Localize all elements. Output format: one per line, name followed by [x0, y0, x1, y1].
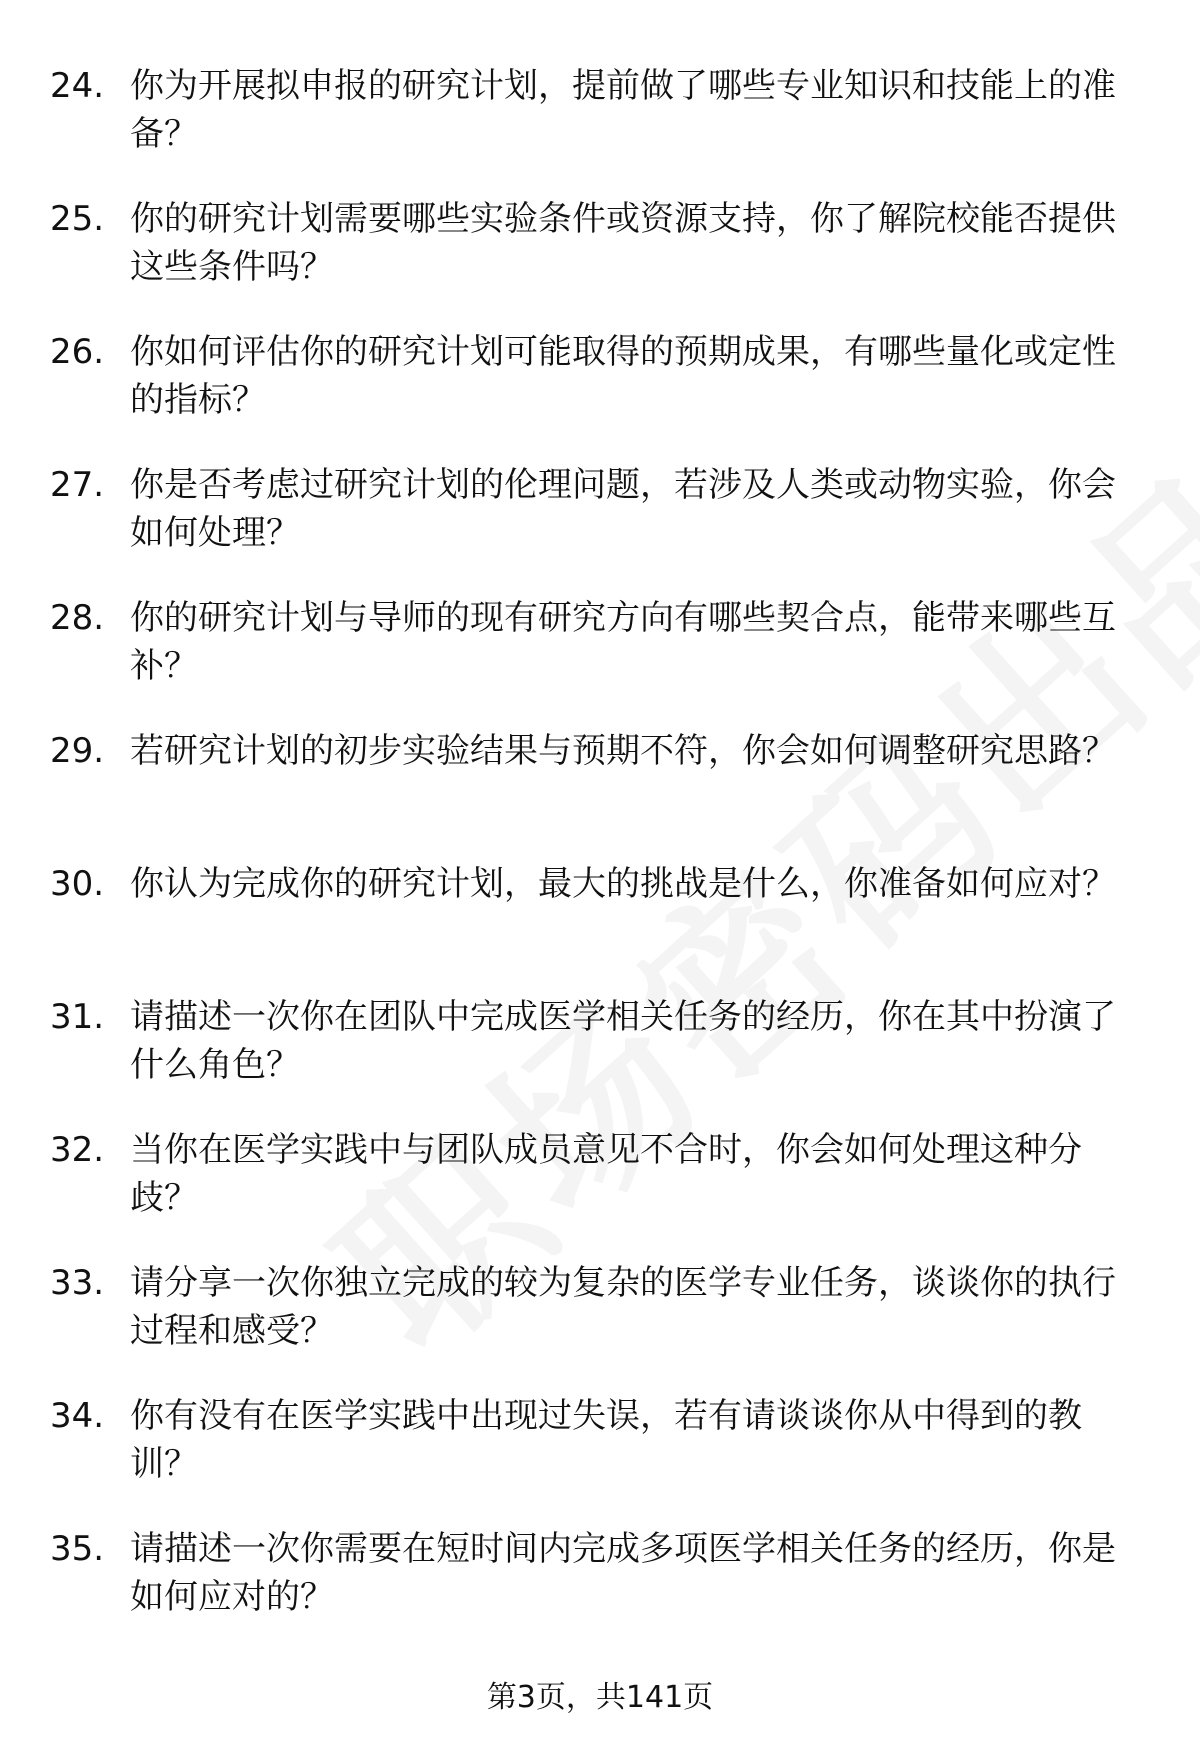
- question-text: 你有没有在医学实践中出现过失误，若有请谈谈你从中得到的教训？: [130, 1396, 1082, 1484]
- question-text: 当你在医学实践中与团队成员意见不合时，你会如何处理这种分歧？: [130, 1130, 1082, 1218]
- question-number: 24.: [50, 66, 105, 106]
- question-text: 请描述一次你在团队中完成医学相关任务的经历，你在其中扮演了什么角色？: [130, 997, 1116, 1085]
- question-number: 34.: [50, 1396, 105, 1436]
- question-item: [50, 1126, 1130, 1259]
- question-item: [50, 1525, 1130, 1658]
- question-item: [50, 328, 1130, 461]
- question-text: 你的研究计划需要哪些实验条件或资源支持，你了解院校能否提供这些条件吗？: [130, 199, 1116, 287]
- question-item: [50, 195, 1130, 328]
- question-number: 33.: [50, 1263, 105, 1303]
- question-number: 32.: [50, 1130, 105, 1170]
- question-number: 28.: [50, 598, 105, 638]
- question-text: 请描述一次你需要在短时间内完成多项医学相关任务的经历，你是如何应对的？: [130, 1529, 1116, 1617]
- question-number: 29.: [50, 731, 105, 771]
- question-item: [50, 993, 1130, 1126]
- question-item: [50, 727, 1130, 860]
- question-text: 你认为完成你的研究计划，最大的挑战是什么，你准备如何应对？: [130, 864, 1116, 904]
- question-text: 若研究计划的初步实验结果与预期不符，你会如何调整研究思路？: [130, 731, 1116, 771]
- question-item: [50, 1392, 1130, 1525]
- page-footer: 第3页，共141页: [486, 1680, 714, 1715]
- question-text: 你如何评估你的研究计划可能取得的预期成果，有哪些量化或定性的指标？: [130, 332, 1116, 420]
- question-list: [50, 62, 1130, 1658]
- question-number: 26.: [50, 332, 105, 372]
- question-number: 27.: [50, 465, 105, 505]
- question-text: 你的研究计划与导师的现有研究方向有哪些契合点，能带来哪些互补？: [130, 598, 1116, 686]
- question-number: 31.: [50, 997, 105, 1037]
- question-item: [50, 461, 1130, 594]
- question-text: 你为开展拟申报的研究计划，提前做了哪些专业知识和技能上的准备？: [130, 66, 1116, 154]
- question-number: 25.: [50, 199, 105, 239]
- question-item: [50, 860, 1130, 993]
- question-item: [50, 62, 1130, 195]
- question-text: 你是否考虑过研究计划的伦理问题，若涉及人类或动物实验，你会如何处理？: [130, 465, 1116, 553]
- question-item: [50, 594, 1130, 727]
- question-number: 35.: [50, 1529, 105, 1569]
- question-item: [50, 1259, 1130, 1392]
- question-number: 30.: [50, 864, 105, 904]
- question-text: 请分享一次你独立完成的较为复杂的医学专业任务，谈谈你的执行过程和感受？: [130, 1263, 1116, 1351]
